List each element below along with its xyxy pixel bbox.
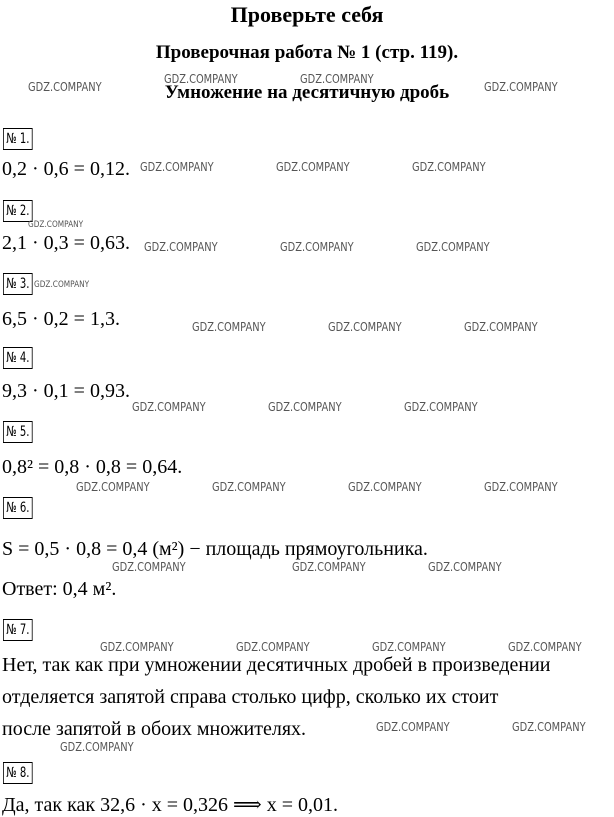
task-6-answer: S = 0,5 · 0,8 = 0,4 (м²) − площадь прямоугольника.: [2, 538, 428, 560]
watermark: GDZ.COMPANY: [28, 220, 84, 230]
watermark: GDZ.COMPANY: [300, 72, 374, 86]
task-7-line-2: отделяется запятой справа столько цифр, сколько их стоит: [2, 686, 499, 708]
watermark: GDZ.COMPANY: [412, 160, 486, 174]
task-6-number: № 6.: [3, 497, 33, 519]
watermark: GDZ.COMPANY: [60, 740, 134, 754]
watermark: GDZ.COMPANY: [512, 720, 586, 734]
watermark: GDZ.COMPANY: [140, 160, 214, 174]
watermark: GDZ.COMPANY: [376, 720, 450, 734]
task-2-answer: 2,1 · 0,3 = 0,63.: [2, 232, 130, 254]
watermark: GDZ.COMPANY: [76, 480, 150, 494]
task-7-line-3: после запятой в обоих множителях.: [2, 718, 307, 740]
task-6-result: Ответ: 0,4 м².: [2, 578, 117, 600]
watermark: GDZ.COMPANY: [428, 560, 502, 574]
watermark: GDZ.COMPANY: [416, 240, 490, 254]
watermark: GDZ.COMPANY: [144, 240, 218, 254]
watermark: GDZ.COMPANY: [212, 480, 286, 494]
watermark: GDZ.COMPANY: [280, 240, 354, 254]
watermark: GDZ.COMPANY: [236, 640, 310, 654]
page-title: Проверьте себя: [230, 2, 384, 27]
task-5-answer: 0,8² = 0,8 · 0,8 = 0,64.: [2, 456, 183, 478]
watermark: GDZ.COMPANY: [100, 640, 174, 654]
watermark: GDZ.COMPANY: [372, 640, 446, 654]
task-8-number: № 8.: [3, 762, 33, 784]
watermark: GDZ.COMPANY: [484, 480, 558, 494]
task-8-answer: Да, так как 32,6 · x = 0,326 ⟹ x = 0,01.: [2, 794, 338, 816]
watermark: GDZ.COMPANY: [508, 640, 582, 654]
task-7-line-1: Нет, так как при умножении десятичных дробей в произведении: [2, 654, 551, 676]
work-title: Проверочная работа № 1 (стр. 119).: [155, 42, 459, 63]
task-3-number: № 3.: [3, 273, 33, 295]
watermark: GDZ.COMPANY: [112, 560, 186, 574]
topic-title: Умножение на десятичную дробь: [164, 82, 450, 103]
watermark: GDZ.COMPANY: [464, 320, 538, 334]
task-5-number: № 5.: [3, 421, 33, 443]
watermark: GDZ.COMPANY: [192, 320, 266, 334]
task-1-number: № 1.: [3, 128, 33, 150]
watermark: GDZ.COMPANY: [132, 400, 206, 414]
task-2-number: № 2.: [3, 200, 33, 222]
watermark: GDZ.COMPANY: [404, 400, 478, 414]
task-3-answer: 6,5 · 0,2 = 1,3.: [2, 308, 120, 330]
watermark: GDZ.COMPANY: [164, 72, 238, 86]
task-4-number: № 4.: [3, 347, 33, 369]
watermark: GDZ.COMPANY: [28, 80, 102, 94]
watermark: GDZ.COMPANY: [276, 160, 350, 174]
watermark: GDZ.COMPANY: [292, 560, 366, 574]
task-4-answer: 9,3 · 0,1 = 0,93.: [2, 380, 130, 402]
watermark: GDZ.COMPANY: [348, 480, 422, 494]
watermark: GDZ.COMPANY: [328, 320, 402, 334]
task-7-number: № 7.: [3, 619, 33, 641]
task-1-answer: 0,2 · 0,6 = 0,12.: [2, 158, 130, 180]
watermark: GDZ.COMPANY: [268, 400, 342, 414]
watermark: GDZ.COMPANY: [34, 280, 90, 290]
watermark: GDZ.COMPANY: [484, 80, 558, 94]
